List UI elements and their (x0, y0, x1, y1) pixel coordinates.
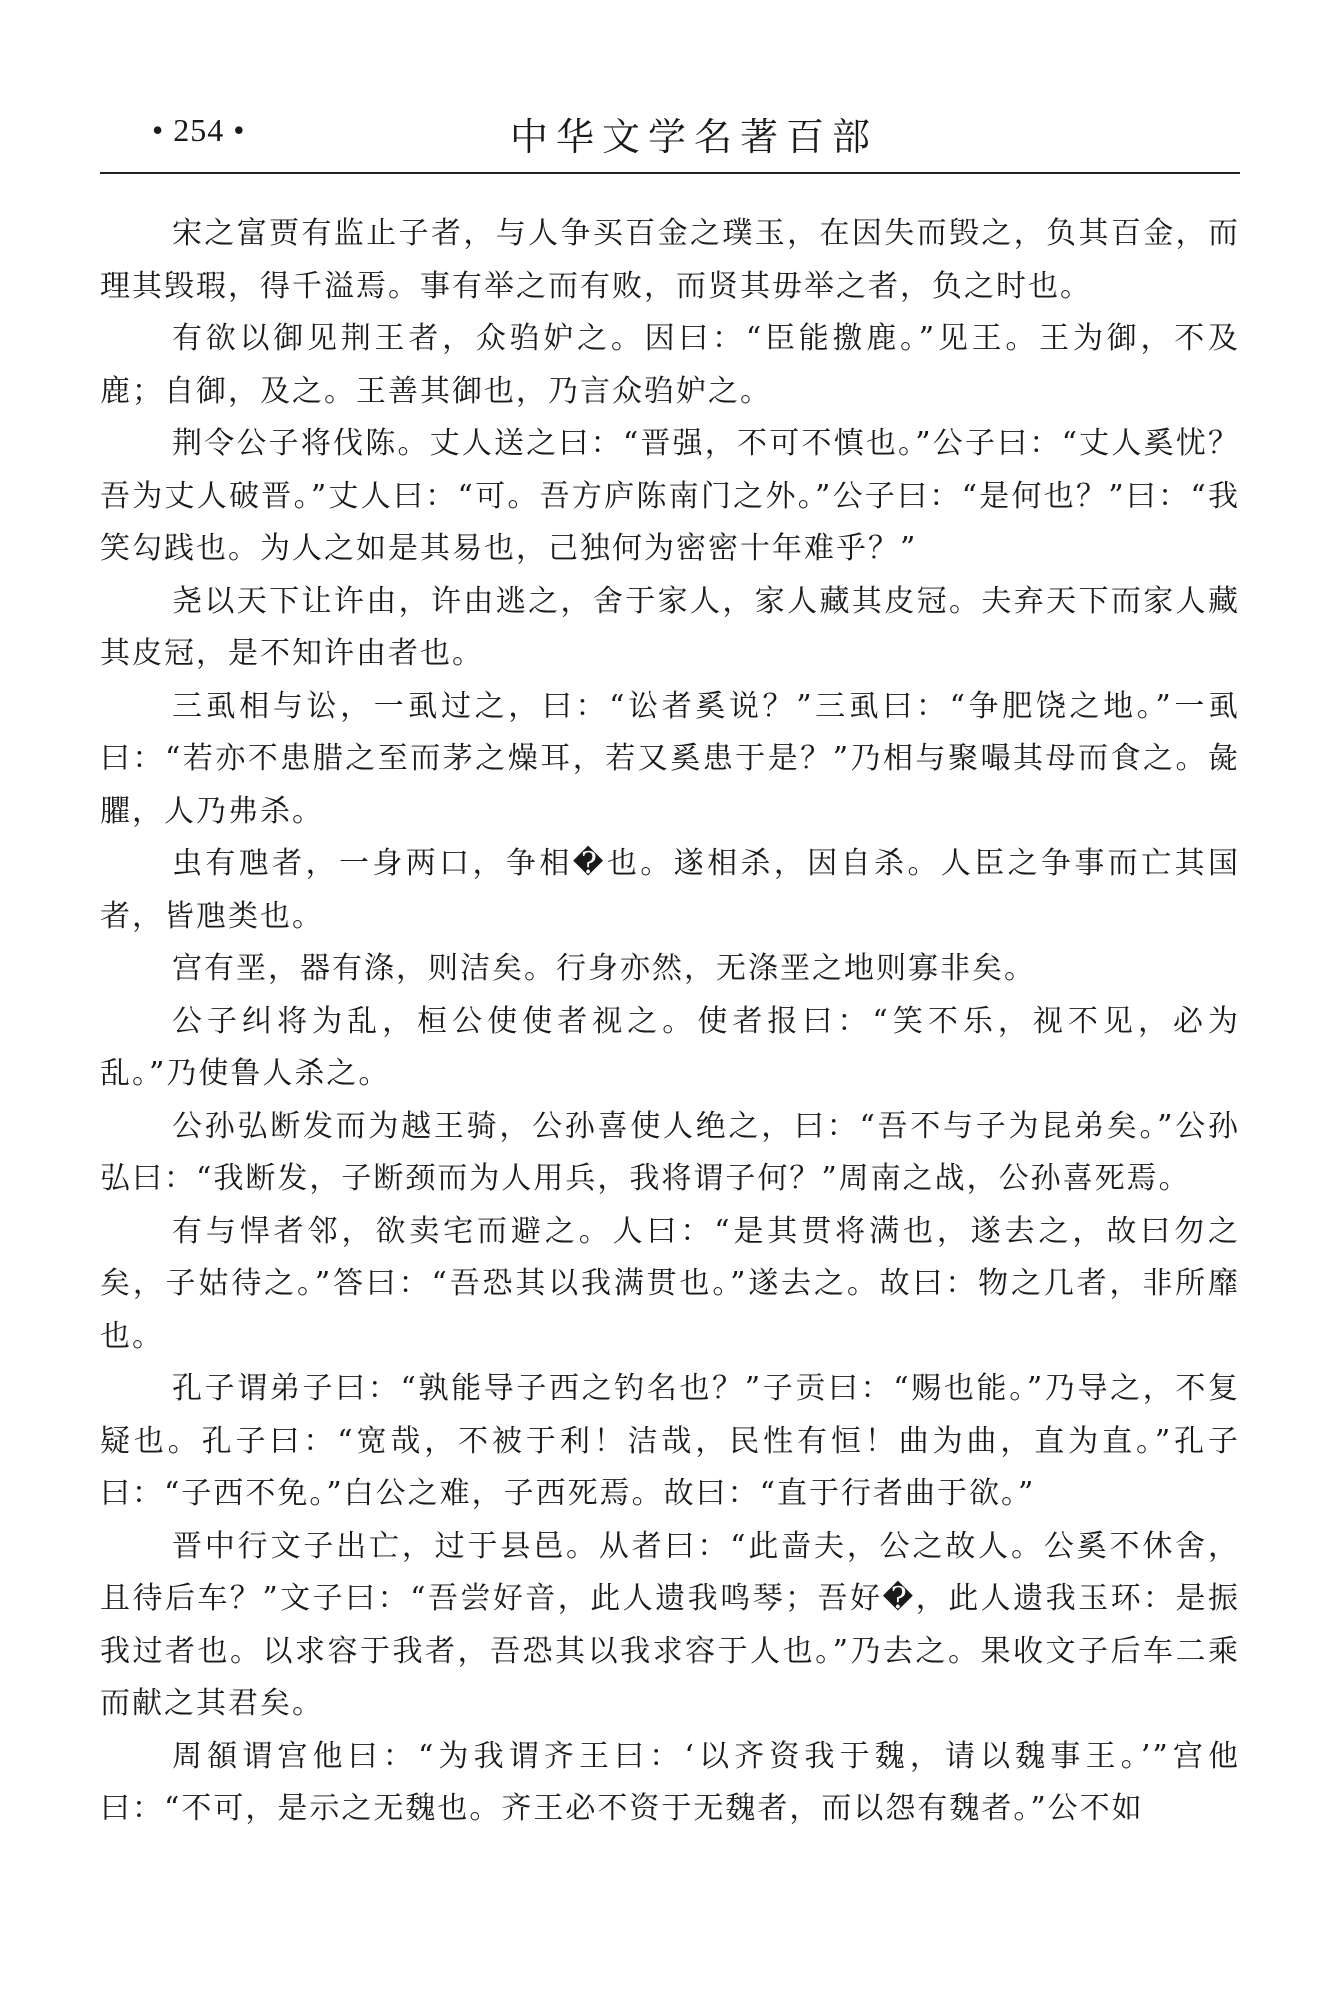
paragraph: 孔子谓弟子曰：“孰能导子西之钓名也？”子贡曰：“赐也能。”乃导之，不复疑也。孔子曰：“宽哉，不被于利！洁哉，民性有恒！曲为曲，直为直。”孔子曰：“子西不免。”白公之难，子西死焉。故曰：“直于行者曲于欲。” (100, 1371, 1240, 1511)
paragraph: 公子纠将为乱，桓公使使者视之。使者报曰：“笑不乐，视不见，必为乱。”乃使鲁人杀之。 (100, 1003, 1240, 1091)
paragraph: 三虱相与讼，一虱过之，曰：“讼者奚说？”三虱曰：“争肥饶之地。”一虱曰：“若亦不患腊之至而茅之燥耳，若又奚患于是？”乃相与聚嘬其母而食之。彘臞，人乃弗杀。 (100, 688, 1240, 829)
paragraph: 虫有虺者，一身两口，争相�也。遂相杀，因自杀。人臣之争事而亡其国者，皆虺类也。 (100, 846, 1240, 934)
paragraph: 尧以天下让许由，许由逃之，舍于家人，家人藏其皮冠。夫弃天下而家人藏其皮冠，是不知许由者也。 (100, 583, 1240, 671)
body-text (100, 208, 1240, 1836)
page-number: • 254 • (152, 112, 246, 148)
paragraph: 周頟谓宫他曰：“为我谓齐王曰：‘以齐资我于魏，请以魏事王。’”宫他曰：“不可，是示之无魏也。齐王必不资于无魏者，而以怨有魏者。”公不如 (100, 1738, 1240, 1826)
header-divider (100, 172, 1240, 174)
page-header (100, 104, 1240, 164)
running-title: 中华文学名著百部 (510, 115, 879, 159)
paragraph: 宋之富贾有监止子者，与人争买百金之璞玉，在因失而毁之，负其百金，而理其毁瑕，得千溢焉。事有举之而有败，而贤其毋举之者，负之时也。 (100, 216, 1240, 304)
paragraph: 晋中行文子出亡，过于县邑。从者曰：“此啬夫，公之故人。公奚不休舍，且待后车？”文子曰：“吾尝好音，此人遗我鸣琴；吾好�，此人遗我玉环：是振我过者也。以求容于我者，吾恐其以我求容于人也。”乃去之。果收文子后车二乘而献之其君矣。 (100, 1528, 1240, 1721)
paragraph: 有与悍者邻，欲卖宅而避之。人曰：“是其贯将满也，遂去之，故曰勿之矣，子姑待之。”答曰：“吾恐其以我满贯也。”遂去之。故曰：物之几者，非所靡也。 (100, 1213, 1240, 1354)
paragraph: 有欲以御见荆王者，众驺妒之。因曰：“臣能撽鹿。”见王。王为御，不及鹿；自御，及之。王善其御也，乃言众驺妒之。 (100, 321, 1240, 409)
paragraph: 公孙弘断发而为越王骑，公孙喜使人绝之，曰：“吾不与子为昆弟矣。”公孙弘曰：“我断发，子断颈而为人用兵，我将谓子何？”周南之战，公孙喜死焉。 (100, 1108, 1240, 1196)
paragraph: 荆令公子将伐陈。丈人送之曰：“晋强，不可不慎也。”公子曰：“丈人奚忧？吾为丈人破晋。”丈人曰：“可。吾方庐陈南门之外。”公子曰：“是何也？”曰：“我笑勾践也。为人之如是其易也，己独何为密密十年难乎？” (100, 426, 1240, 566)
paragraph: 宫有垩，器有涤，则洁矣。行身亦然，无涤垩之地则寡非矣。 (172, 951, 1036, 986)
